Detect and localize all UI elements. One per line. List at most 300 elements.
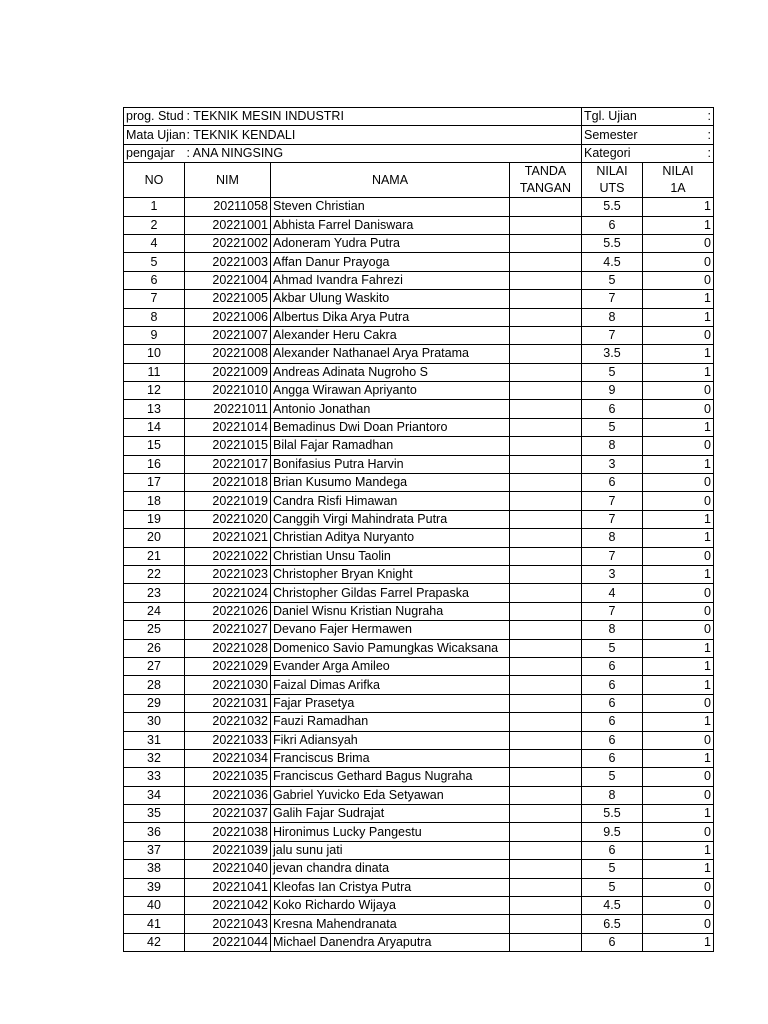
table-row (124, 382, 714, 400)
row-nilai-1a: 0 (643, 474, 714, 492)
row-no: 12 (124, 382, 185, 400)
row-nim: 20221027 (185, 621, 271, 639)
prog-value: : TEKNIK MESIN INDUSTRI (185, 108, 510, 126)
row-nama: Alexander Nathanael Arya Pratama (271, 345, 510, 363)
row-nilai-1a: 1 (643, 860, 714, 878)
row-nilai-uts: 5.5 (582, 234, 643, 252)
row-nim: 20221041 (185, 878, 271, 896)
row-nama: Canggih Virgi Mahindrata Putra (271, 510, 510, 528)
row-nim: 20221024 (185, 584, 271, 602)
row-nilai-uts: 5 (582, 768, 643, 786)
row-nama: Candra Risfi Himawan (271, 492, 510, 510)
row-nama: Angga Wirawan Apriyanto (271, 382, 510, 400)
row-nilai-uts: 5 (582, 271, 643, 289)
row-tanda-tangan (510, 694, 582, 712)
row-nilai-1a: 0 (643, 271, 714, 289)
header-no: NO (124, 163, 185, 198)
table-row (124, 749, 714, 767)
row-no: 13 (124, 400, 185, 418)
row-nama: Bonifasius Putra Harvin (271, 455, 510, 473)
table-row (124, 805, 714, 823)
row-tanda-tangan (510, 216, 582, 234)
row-nilai-uts: 5 (582, 860, 643, 878)
table-row (124, 676, 714, 694)
row-nilai-1a: 0 (643, 694, 714, 712)
row-no: 36 (124, 823, 185, 841)
row-nim: 20221005 (185, 290, 271, 308)
row-nilai-1a: 1 (643, 418, 714, 436)
table-row (124, 492, 714, 510)
row-tanda-tangan (510, 823, 582, 841)
row-nilai-1a: 0 (643, 731, 714, 749)
row-nilai-1a: 0 (643, 878, 714, 896)
row-nim: 20221029 (185, 657, 271, 675)
row-nama: Fajar Prasetya (271, 694, 510, 712)
row-nilai-1a: 1 (643, 676, 714, 694)
row-no: 22 (124, 565, 185, 583)
row-nama: Gabriel Yuvicko Eda Setyawan (271, 786, 510, 804)
row-tanda-tangan (510, 308, 582, 326)
row-nilai-1a: 0 (643, 400, 714, 418)
row-nilai-1a: 1 (643, 308, 714, 326)
row-nilai-uts: 6 (582, 694, 643, 712)
row-nama: Alexander Heru Cakra (271, 326, 510, 344)
row-nilai-uts: 6 (582, 657, 643, 675)
row-nilai-uts: 6 (582, 676, 643, 694)
row-tanda-tangan (510, 786, 582, 804)
row-nim: 20221020 (185, 510, 271, 528)
row-tanda-tangan (510, 713, 582, 731)
row-nim: 20221015 (185, 437, 271, 455)
prog-label: prog. Stud (124, 108, 185, 126)
row-nilai-uts: 8 (582, 786, 643, 804)
row-tanda-tangan (510, 418, 582, 436)
row-nilai-1a: 1 (643, 198, 714, 216)
row-nilai-uts: 6 (582, 400, 643, 418)
row-nilai-1a: 0 (643, 786, 714, 804)
row-nim: 20221039 (185, 841, 271, 859)
row-nim: 20221018 (185, 474, 271, 492)
row-no: 17 (124, 474, 185, 492)
pengajar-label: pengajar (124, 144, 185, 162)
row-no: 14 (124, 418, 185, 436)
row-nilai-uts: 6 (582, 713, 643, 731)
row-no: 6 (124, 271, 185, 289)
row-no: 20 (124, 529, 185, 547)
row-tanda-tangan (510, 805, 582, 823)
table-row (124, 271, 714, 289)
table-row (124, 216, 714, 234)
table-row (124, 437, 714, 455)
row-no: 1 (124, 198, 185, 216)
row-nilai-uts: 6 (582, 841, 643, 859)
row-tanda-tangan (510, 474, 582, 492)
row-tanda-tangan (510, 547, 582, 565)
table-row (124, 731, 714, 749)
semester-label: Semester (582, 126, 643, 144)
row-nama: Abhista Farrel Daniswara (271, 216, 510, 234)
row-nim: 20221001 (185, 216, 271, 234)
row-nama: Devano Fajer Hermawen (271, 621, 510, 639)
row-tanda-tangan (510, 437, 582, 455)
row-no: 33 (124, 768, 185, 786)
row-nilai-1a: 1 (643, 565, 714, 583)
table-row (124, 694, 714, 712)
meta-row-mata (124, 126, 714, 144)
row-nilai-1a: 1 (643, 510, 714, 528)
row-tanda-tangan (510, 382, 582, 400)
row-nilai-uts: 3 (582, 565, 643, 583)
row-nilai-uts: 4 (582, 584, 643, 602)
row-nama: Adoneram Yudra Putra (271, 234, 510, 252)
row-nim: 20221032 (185, 713, 271, 731)
row-nilai-1a: 0 (643, 768, 714, 786)
row-no: 23 (124, 584, 185, 602)
row-nama: Koko Richardo Wijaya (271, 897, 510, 915)
semester-colon: : (643, 126, 714, 144)
row-nama: Akbar Ulung Waskito (271, 290, 510, 308)
row-nim: 20221033 (185, 731, 271, 749)
row-nim: 20221002 (185, 234, 271, 252)
row-tanda-tangan (510, 915, 582, 933)
row-nim: 20221006 (185, 308, 271, 326)
row-nilai-1a: 1 (643, 639, 714, 657)
table-row (124, 547, 714, 565)
row-no: 21 (124, 547, 185, 565)
row-nim: 20221009 (185, 363, 271, 381)
kategori-colon: : (643, 144, 714, 162)
row-nilai-uts: 6.5 (582, 915, 643, 933)
row-nilai-uts: 5 (582, 639, 643, 657)
row-tanda-tangan (510, 841, 582, 859)
row-no: 31 (124, 731, 185, 749)
table-row (124, 713, 714, 731)
row-nama: Brian Kusumo Mandega (271, 474, 510, 492)
row-nilai-1a: 1 (643, 363, 714, 381)
row-no: 2 (124, 216, 185, 234)
row-nilai-1a: 1 (643, 290, 714, 308)
row-nim: 20221017 (185, 455, 271, 473)
header-tanda-tangan: TANDA TANGAN (510, 163, 582, 198)
row-nilai-uts: 8 (582, 529, 643, 547)
row-no: 11 (124, 363, 185, 381)
row-nama: Affan Danur Prayoga (271, 253, 510, 271)
row-nilai-uts: 8 (582, 621, 643, 639)
table-row (124, 290, 714, 308)
row-no: 8 (124, 308, 185, 326)
table-row (124, 345, 714, 363)
row-tanda-tangan (510, 584, 582, 602)
row-nilai-1a: 1 (643, 657, 714, 675)
row-nilai-uts: 8 (582, 437, 643, 455)
row-nama: Kleofas Ian Cristya Putra (271, 878, 510, 896)
row-tanda-tangan (510, 455, 582, 473)
row-nilai-uts: 5.5 (582, 198, 643, 216)
table-row (124, 602, 714, 620)
row-no: 7 (124, 290, 185, 308)
row-nama: jalu sunu jati (271, 841, 510, 859)
row-nilai-1a: 1 (643, 455, 714, 473)
row-nim: 20221044 (185, 933, 271, 951)
table-row (124, 915, 714, 933)
row-nilai-1a: 1 (643, 841, 714, 859)
row-tanda-tangan (510, 639, 582, 657)
row-tanda-tangan (510, 860, 582, 878)
table-row (124, 860, 714, 878)
table-row (124, 400, 714, 418)
table-row (124, 234, 714, 252)
row-nim: 20221042 (185, 897, 271, 915)
row-tanda-tangan (510, 933, 582, 951)
row-nilai-uts: 4.5 (582, 253, 643, 271)
row-nim: 20221030 (185, 676, 271, 694)
header-nim: NIM (185, 163, 271, 198)
row-nim: 20221023 (185, 565, 271, 583)
table-row (124, 253, 714, 271)
row-nim: 20211058 (185, 198, 271, 216)
row-tanda-tangan (510, 878, 582, 896)
row-nilai-1a: 0 (643, 492, 714, 510)
row-nama: Faizal Dimas Arifka (271, 676, 510, 694)
row-tanda-tangan (510, 290, 582, 308)
row-nim: 20221034 (185, 749, 271, 767)
row-no: 35 (124, 805, 185, 823)
row-nilai-uts: 7 (582, 602, 643, 620)
row-nilai-uts: 3 (582, 455, 643, 473)
row-nim: 20221019 (185, 492, 271, 510)
row-nama: Daniel Wisnu Kristian Nugraha (271, 602, 510, 620)
row-nilai-uts: 6 (582, 749, 643, 767)
row-nilai-uts: 6 (582, 933, 643, 951)
row-nim: 20221010 (185, 382, 271, 400)
row-tanda-tangan (510, 363, 582, 381)
kategori-label: Kategori (582, 144, 643, 162)
row-nama: Christian Aditya Nuryanto (271, 529, 510, 547)
row-nim: 20221026 (185, 602, 271, 620)
table-row (124, 841, 714, 859)
table-row (124, 621, 714, 639)
row-nilai-uts: 8 (582, 308, 643, 326)
row-nim: 20221011 (185, 400, 271, 418)
table-row (124, 768, 714, 786)
row-no: 41 (124, 915, 185, 933)
row-nama: jevan chandra dinata (271, 860, 510, 878)
row-tanda-tangan (510, 234, 582, 252)
row-nilai-uts: 7 (582, 492, 643, 510)
row-nama: Steven Christian (271, 198, 510, 216)
row-nilai-1a: 1 (643, 805, 714, 823)
mata-label: Mata Ujian (124, 126, 185, 144)
grade-table (123, 107, 714, 952)
table-row (124, 786, 714, 804)
tgl-colon: : (643, 108, 714, 126)
row-nim: 20221022 (185, 547, 271, 565)
row-nilai-1a: 1 (643, 216, 714, 234)
row-nama: Hironimus Lucky Pangestu (271, 823, 510, 841)
row-nim: 20221028 (185, 639, 271, 657)
row-tanda-tangan (510, 657, 582, 675)
row-nilai-uts: 9 (582, 382, 643, 400)
meta-row-pengajar (124, 144, 714, 162)
row-tanda-tangan (510, 198, 582, 216)
row-no: 37 (124, 841, 185, 859)
row-no: 25 (124, 621, 185, 639)
row-nilai-uts: 6 (582, 474, 643, 492)
table-row (124, 455, 714, 473)
row-tanda-tangan (510, 529, 582, 547)
row-tanda-tangan (510, 492, 582, 510)
row-tanda-tangan (510, 326, 582, 344)
row-nama: Kresna Mahendranata (271, 915, 510, 933)
row-nama: Fikri Adiansyah (271, 731, 510, 749)
row-tanda-tangan (510, 400, 582, 418)
row-nim: 20221003 (185, 253, 271, 271)
row-nilai-1a: 0 (643, 382, 714, 400)
row-nim: 20221014 (185, 418, 271, 436)
table-row (124, 897, 714, 915)
row-nama: Bilal Fajar Ramadhan (271, 437, 510, 455)
row-nilai-1a: 0 (643, 602, 714, 620)
tgl-label: Tgl. Ujian (582, 108, 643, 126)
table-row (124, 363, 714, 381)
row-nilai-uts: 6 (582, 216, 643, 234)
row-no: 4 (124, 234, 185, 252)
table-row (124, 584, 714, 602)
row-nilai-1a: 1 (643, 529, 714, 547)
table-row (124, 326, 714, 344)
row-nilai-uts: 7 (582, 290, 643, 308)
row-nilai-uts: 7 (582, 326, 643, 344)
row-nim: 20221037 (185, 805, 271, 823)
header-nilai-1a: NILAI 1A (643, 163, 714, 198)
table-row (124, 657, 714, 675)
table-row (124, 639, 714, 657)
row-no: 28 (124, 676, 185, 694)
row-nama: Galih Fajar Sudrajat (271, 805, 510, 823)
row-nilai-uts: 9.5 (582, 823, 643, 841)
row-nilai-1a: 0 (643, 547, 714, 565)
row-nilai-1a: 1 (643, 345, 714, 363)
table-row (124, 565, 714, 583)
table-row (124, 823, 714, 841)
row-nilai-1a: 0 (643, 253, 714, 271)
row-nilai-uts: 7 (582, 547, 643, 565)
mata-value: : TEKNIK KENDALI (185, 126, 510, 144)
row-nilai-1a: 1 (643, 933, 714, 951)
table-row (124, 474, 714, 492)
row-nilai-1a: 0 (643, 326, 714, 344)
table-row (124, 198, 714, 216)
row-tanda-tangan (510, 621, 582, 639)
meta-row-prog (124, 108, 714, 126)
row-tanda-tangan (510, 676, 582, 694)
pengajar-value: : ANA NINGSING (185, 144, 510, 162)
row-nama: Christian Unsu Taolin (271, 547, 510, 565)
header-nama: NAMA (271, 163, 510, 198)
row-no: 15 (124, 437, 185, 455)
row-nama: Michael Danendra Aryaputra (271, 933, 510, 951)
row-nim: 20221040 (185, 860, 271, 878)
row-tanda-tangan (510, 253, 582, 271)
row-nama: Christopher Gildas Farrel Prapaska (271, 584, 510, 602)
column-header-row (124, 163, 714, 198)
row-nilai-1a: 1 (643, 749, 714, 767)
row-tanda-tangan (510, 602, 582, 620)
row-nama: Andreas Adinata Nugroho S (271, 363, 510, 381)
row-no: 27 (124, 657, 185, 675)
row-nim: 20221031 (185, 694, 271, 712)
row-nilai-1a: 0 (643, 584, 714, 602)
row-nama: Christopher Bryan Knight (271, 565, 510, 583)
row-no: 42 (124, 933, 185, 951)
row-nilai-uts: 6 (582, 731, 643, 749)
row-tanda-tangan (510, 510, 582, 528)
row-nama: Albertus Dika Arya Putra (271, 308, 510, 326)
row-nilai-uts: 7 (582, 510, 643, 528)
row-nilai-uts: 5.5 (582, 805, 643, 823)
row-nama: Bemadinus Dwi Doan Priantoro (271, 418, 510, 436)
table-row (124, 933, 714, 951)
row-no: 38 (124, 860, 185, 878)
row-no: 16 (124, 455, 185, 473)
row-tanda-tangan (510, 345, 582, 363)
row-nim: 20221038 (185, 823, 271, 841)
row-no: 40 (124, 897, 185, 915)
row-nama: Antonio Jonathan (271, 400, 510, 418)
row-nilai-1a: 0 (643, 915, 714, 933)
row-nama: Domenico Savio Pamungkas Wicaksana (271, 639, 510, 657)
row-no: 9 (124, 326, 185, 344)
row-tanda-tangan (510, 768, 582, 786)
header-nilai-uts: NILAI UTS (582, 163, 643, 198)
table-row (124, 878, 714, 896)
row-no: 32 (124, 749, 185, 767)
row-nim: 20221004 (185, 271, 271, 289)
row-tanda-tangan (510, 749, 582, 767)
row-nama: Fauzi Ramadhan (271, 713, 510, 731)
row-no: 39 (124, 878, 185, 896)
row-no: 26 (124, 639, 185, 657)
row-no: 10 (124, 345, 185, 363)
row-nim: 20221008 (185, 345, 271, 363)
row-nilai-1a: 0 (643, 437, 714, 455)
row-nilai-1a: 0 (643, 621, 714, 639)
row-nim: 20221007 (185, 326, 271, 344)
row-no: 19 (124, 510, 185, 528)
row-no: 5 (124, 253, 185, 271)
row-nilai-1a: 0 (643, 897, 714, 915)
row-nim: 20221043 (185, 915, 271, 933)
table-row (124, 510, 714, 528)
table-row (124, 418, 714, 436)
row-nilai-uts: 3.5 (582, 345, 643, 363)
row-nama: Ahmad Ivandra Fahrezi (271, 271, 510, 289)
row-no: 34 (124, 786, 185, 804)
row-nama: Franciscus Brima (271, 749, 510, 767)
row-no: 24 (124, 602, 185, 620)
row-tanda-tangan (510, 897, 582, 915)
table-row (124, 529, 714, 547)
row-tanda-tangan (510, 731, 582, 749)
row-no: 30 (124, 713, 185, 731)
row-nama: Evander Arga Amileo (271, 657, 510, 675)
row-nilai-uts: 5 (582, 363, 643, 381)
row-nim: 20221021 (185, 529, 271, 547)
row-nim: 20221035 (185, 768, 271, 786)
row-nilai-1a: 0 (643, 234, 714, 252)
row-nilai-uts: 5 (582, 878, 643, 896)
row-no: 29 (124, 694, 185, 712)
